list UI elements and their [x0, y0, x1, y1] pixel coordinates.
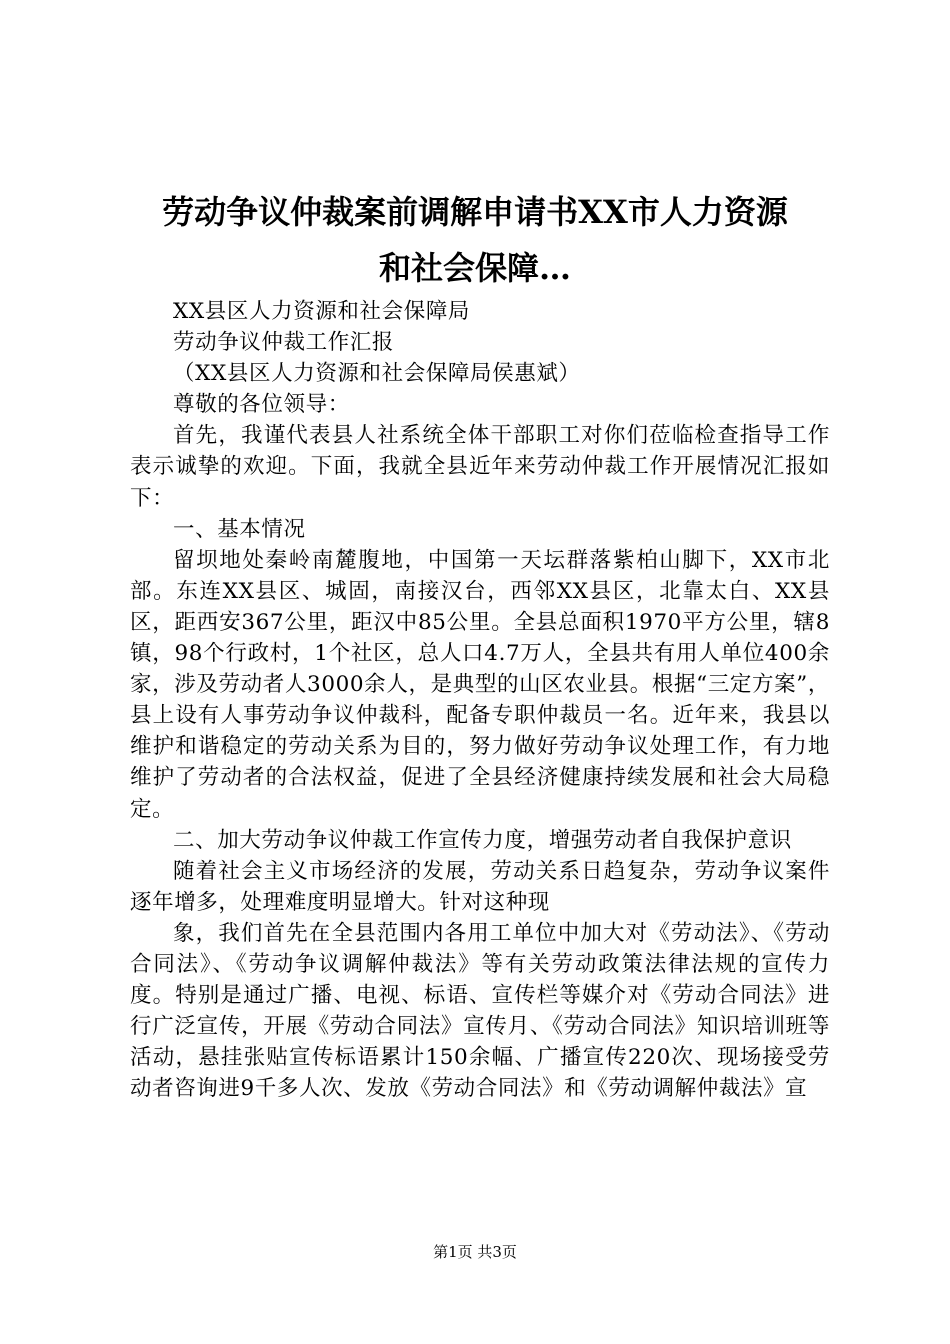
paragraph-salutation: 尊敬的各位领导： [173, 392, 350, 418]
document-title-line-1: 劳动争议仲裁案前调解申请书XX市人力资源 [162, 193, 788, 231]
section-heading-1: 一、基本情况 [173, 516, 306, 542]
section-heading-2: 二、加大劳动争议仲裁工作宣传力度，增强劳动者自我保护意识 [173, 827, 792, 853]
paragraph-background: 随着社会主义市场经济的发展，劳动关系日趋复杂，劳动争议案件逐年增多，处理难度明显增大。针对这种现 [130, 858, 830, 915]
paragraph-department: XX县区人力资源和社会保障局 [173, 299, 471, 324]
paragraph-opening: 首先，我谨代表县人社系统全体干部职工对你们莅临检查指导工作表示诚挚的欢迎。下面，我就全县近年来劳动仲裁工作开展情况汇报如下： [130, 423, 830, 511]
paragraph-publicity: 象，我们首先在全县范围内各用工单位中加大对《劳动法》、《劳动合同法》、《劳动争议调解仲裁法》等有关劳动政策法律法规的宣传力度。特别是通过广播、电视、标语、宣传栏等媒介对《劳动合同法》进行广泛宣传，开展《劳动合同法》宣传月、《劳动合同法》知识培训班等活动，悬挂张贴宣传标语累计150余幅、广播宣传220次、现场接受劳动者咨询进9千多人次、发放《劳动合同法》和《劳动调解仲裁法》宣 [130, 920, 830, 1102]
paragraph-author: （XX县区人力资源和社会保障局侯惠斌） [173, 361, 581, 387]
document-body [130, 296, 830, 1104]
paragraph-basic-situation: 留坝地处秦岭南麓腹地，中国第一天坛群落紫柏山脚下，XX市北部。东连XX县区、城固，南接汉台，西邻XX县区，北靠太白、XX县区，距西安367公里，距汉中85公里。全县总面积1970平方公里，辖8镇，98个行政村，1个社区，总人口4.7万人，全县共有用人单位400余家，涉及劳动者人3000余人，是典型的山区农业县。根据“三定方案”，县上设有人事劳动争议仲裁科，配备专职仲裁员一名。近年来，我县以维护和谐稳定的劳动关系为目的，努力做好劳动争议处理工作，有力地维护了劳动者的合法权益，促进了全县经济健康持续发展和社会大局稳定。 [130, 547, 830, 822]
page-footer: 第1页 共3页 [433, 1243, 517, 1261]
paragraph-report-title: 劳动争议仲裁工作汇报 [173, 330, 395, 356]
document-title-line-2: 和社会保障… [378, 249, 571, 287]
